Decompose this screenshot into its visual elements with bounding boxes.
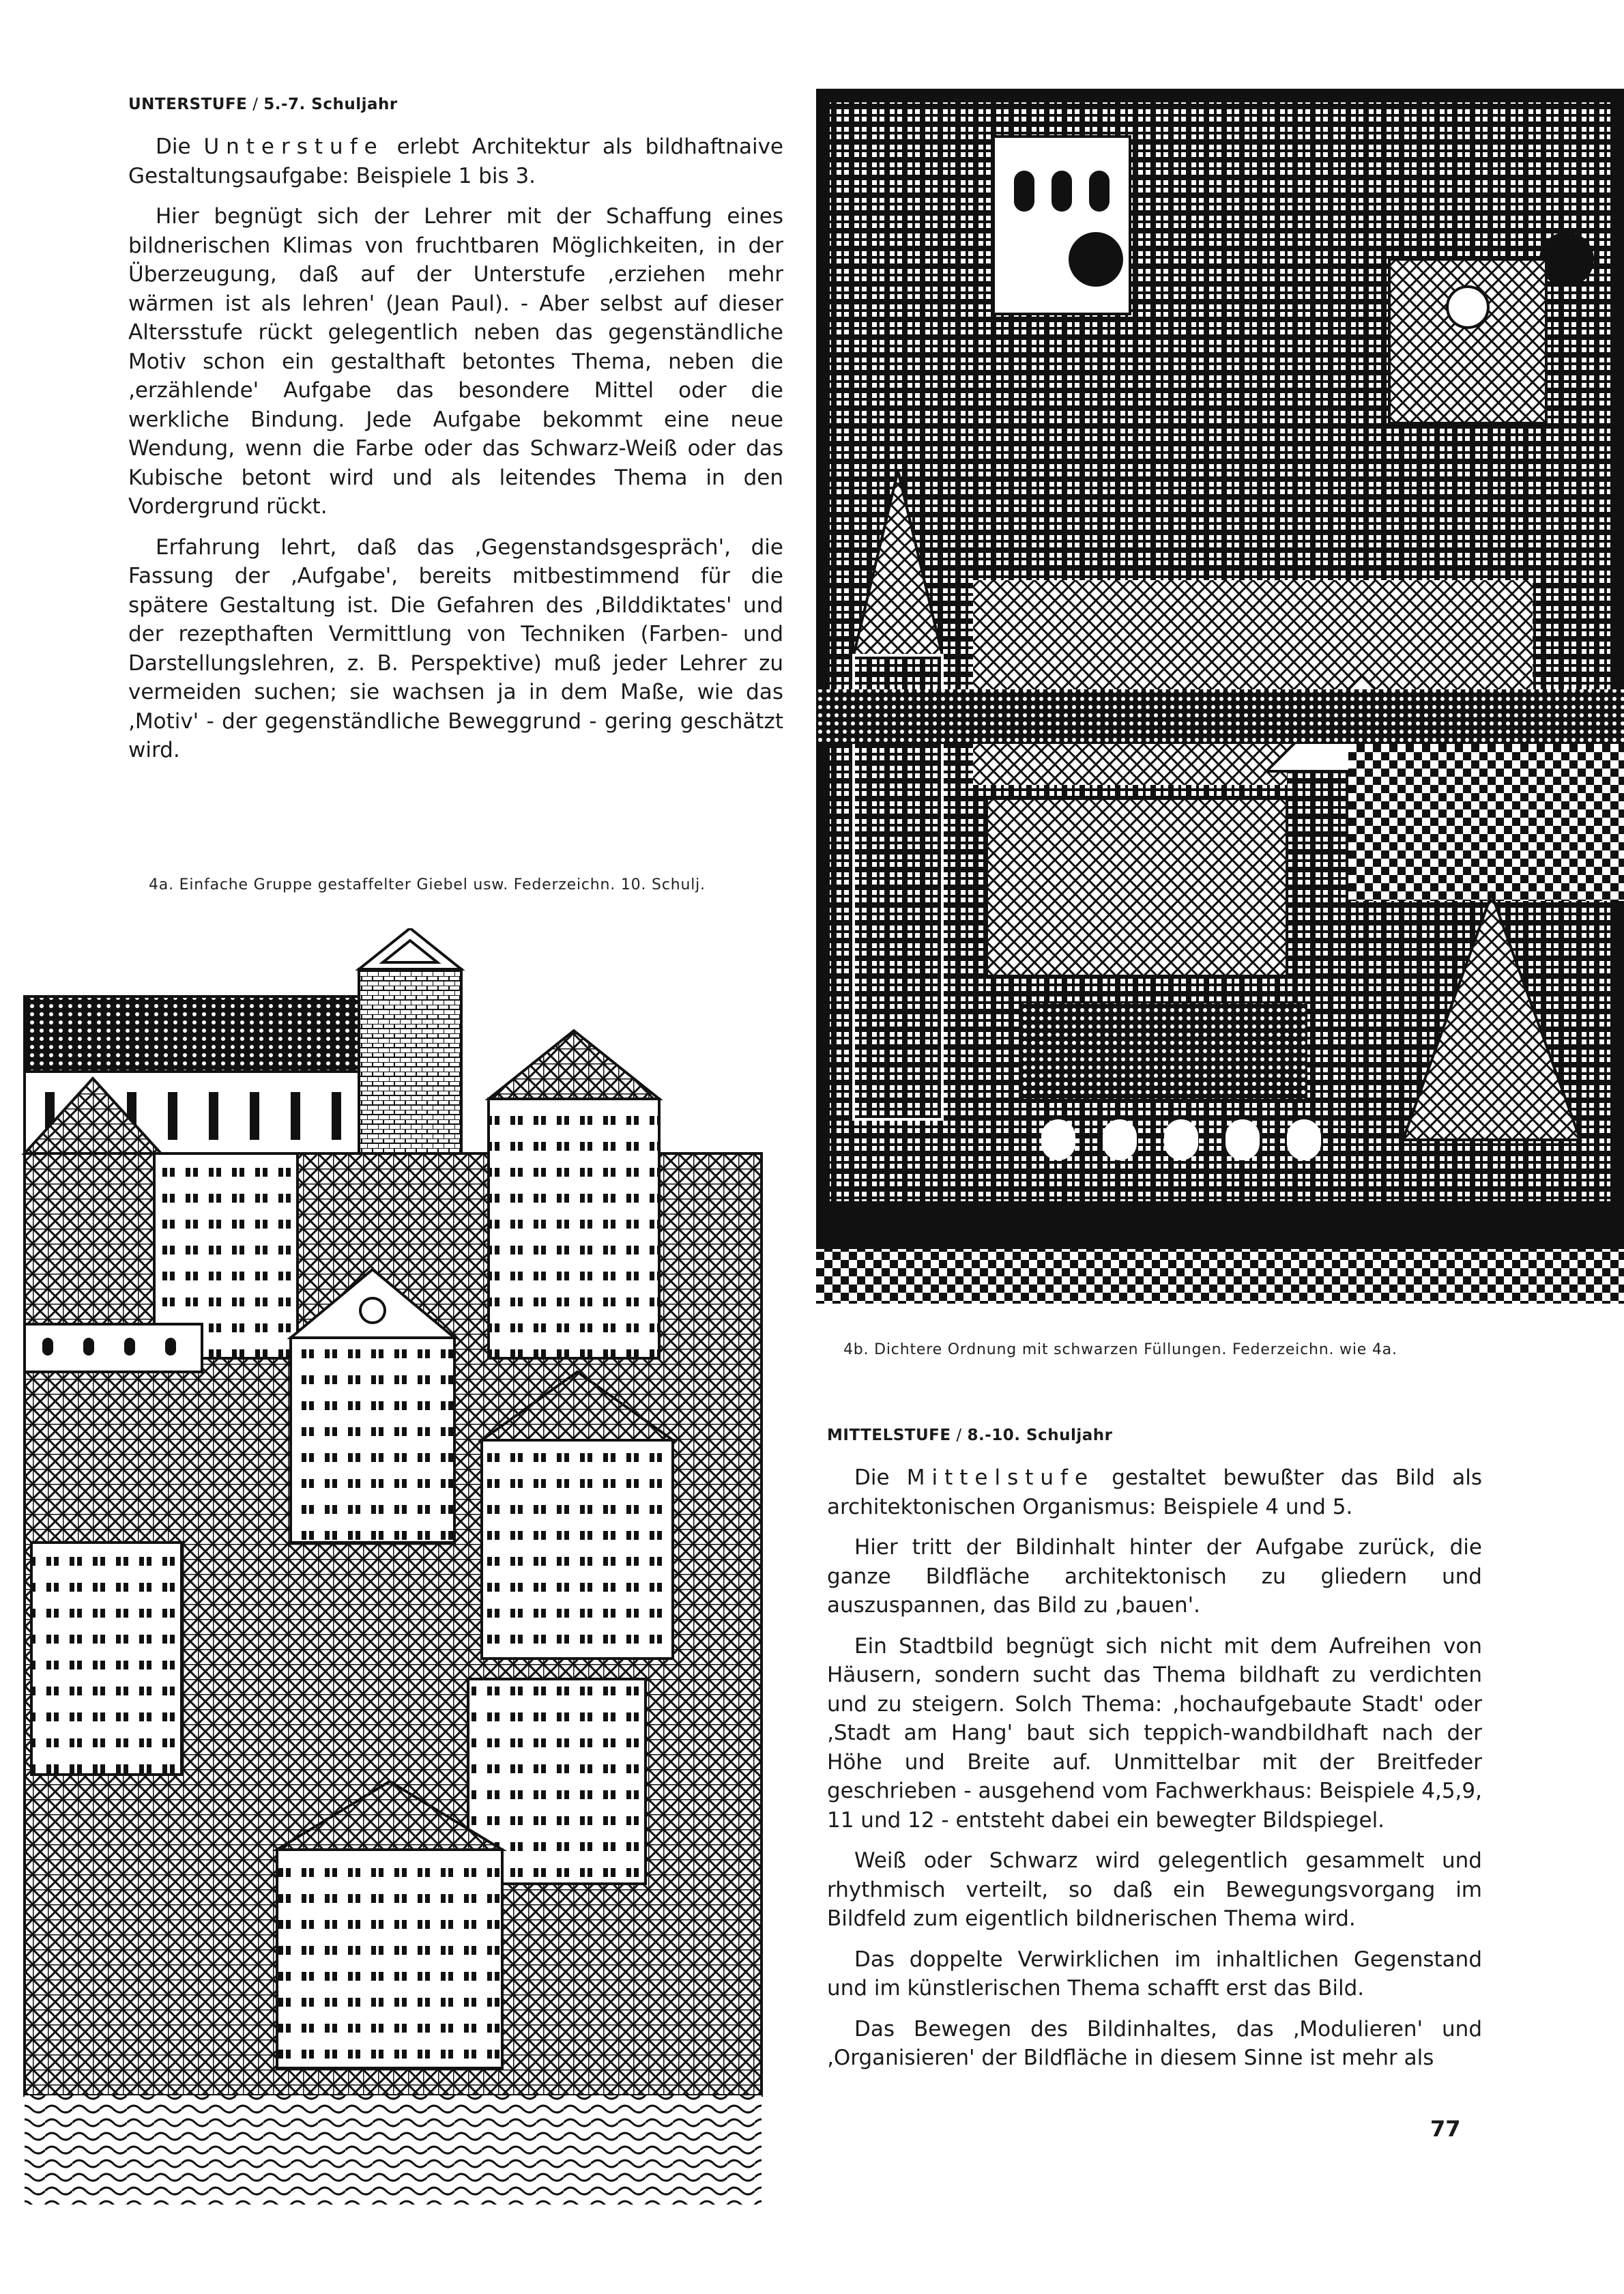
right-text-column [827, 1426, 1482, 2084]
paragraph-5: Das doppelte Verwirklichen im inhaltlichen Gegenstand und im künstlerischen Thema schafft erst das Bild. [827, 1947, 1482, 2001]
figure-4b-illustration [816, 89, 1624, 1304]
paragraph-3: Erfahrung lehrt, daß das ‚Gegenstandsgespräch', die Fassung der ‚Aufgabe', bereits mitbestimmend für die spätere Gestaltung ist. Die Gefahren des ‚Bilddiktates' und der rezepthaften Vermittlung von Techniken (Farben- und Darstellungslehren, z. B. Perspektive) muß jeder Lehrer zu vermeiden suchen; sie wachsen ja in dem Maße, wie das ‚Motiv' - der gegenständliche Beweggrund - gering geschätzt wird. [128, 534, 783, 762]
paragraph-4: Weiß oder Schwarz wird gelegentlich gesammelt und rhythmisch verteilt, so daß ein Bewegungsvorgang im Bildfeld zum eigentlich bildnerischen Thema wird. [827, 1848, 1482, 1931]
paragraph-6: Das Bewegen des Bildinhaltes, das ‚Modulieren' und ‚Organisieren' der Bildfläche in diesem Sinne ist mehr als [827, 2016, 1482, 2070]
paragraph-1: Die Unterstufe erlebt Architektur als bildhaftnaive Gestaltungsaufgabe: Beispiele 1 bis 3. [128, 134, 783, 188]
spaced-term: Mittelstufe [906, 1465, 1095, 1490]
paragraph-2: Hier tritt der Bildinhalt hinter der Aufgabe zurück, die ganze Bildfläche architektonisch zu gliedern und auszuspannen, das Bild zu ‚bauen'. [827, 1535, 1482, 1618]
figure-4a-drawing [18, 928, 816, 2211]
figure-4b-drawing [816, 89, 1624, 1304]
paragraph-1: Die Mittelstufe gestaltet bewußter das Bild als architektonischen Organismus: Beispiele 4 und 5. [827, 1465, 1483, 1519]
spaced-term: Unterstufe [203, 134, 384, 159]
section-heading-mittelstufe: MITTELSTUFE / 8.-10. Schuljahr [827, 1426, 1113, 1444]
paragraph-2: Hier begnügt sich der Lehrer mit der Schaffung eines bildnerischen Klimas von fruchtbaren Möglichkeiten, in der Überzeugung, daß auf der Unterstufe ‚erziehen mehr wärmen ist als lehren' (Jean Paul). - Aber selbst auf dieser Altersstufe rückt gelegentlich neben das gegenständliche Motiv schon ein gestalthaft betontes Thema, neben die ‚erzählende' Aufgabe das besondere Mittel oder die werkliche Bindung. Jede Aufgabe bekommt eine neue Wendung, wenn die Farbe oder das Schwarz-Weiß oder das Kubische betont wird und als leitendes Thema in den Vordergrund rückt. [128, 204, 783, 519]
heading-subtitle: 5.-7. Schuljahr [263, 96, 398, 113]
paragraph-3: Ein Stadtbild begnügt sich nicht mit dem Aufreihen von Häusern, sondern sucht das Thema bildhaft zu verdichten und zu steigern. Solch Thema: ‚hochaufgebaute Stadt' oder ‚Stadt am Hang' baut sich teppich-wandbildhaft nach der Höhe und Breite auf. Unmittelbar mit der Breitfeder geschrieben - ausgehend vom Fachwerkhaus: Beispiele 4,5,9, 11 und 12 - entsteht dabei ein bewegter Bildspiegel. [827, 1633, 1482, 1833]
heading-title: MITTELSTUFE [827, 1426, 951, 1444]
page-number: 77 [1430, 2116, 1461, 2142]
section-heading-unterstufe: UNTERSTUFE / 5.-7. Schuljahr [128, 96, 398, 113]
figure-caption-4b: 4b. Dichtere Ordnung mit schwarzen Füllungen. Federzeichn. wie 4a. [843, 1341, 1397, 1358]
figure-4a-illustration [18, 928, 816, 2211]
figure-caption-4a: 4a. Einfache Gruppe gestaffelter Giebel usw. Federzeichn. 10. Schulj. [149, 876, 706, 893]
left-text-column [128, 96, 783, 777]
heading-subtitle: 8.-10. Schuljahr [967, 1426, 1113, 1444]
heading-title: UNTERSTUFE [128, 96, 248, 113]
